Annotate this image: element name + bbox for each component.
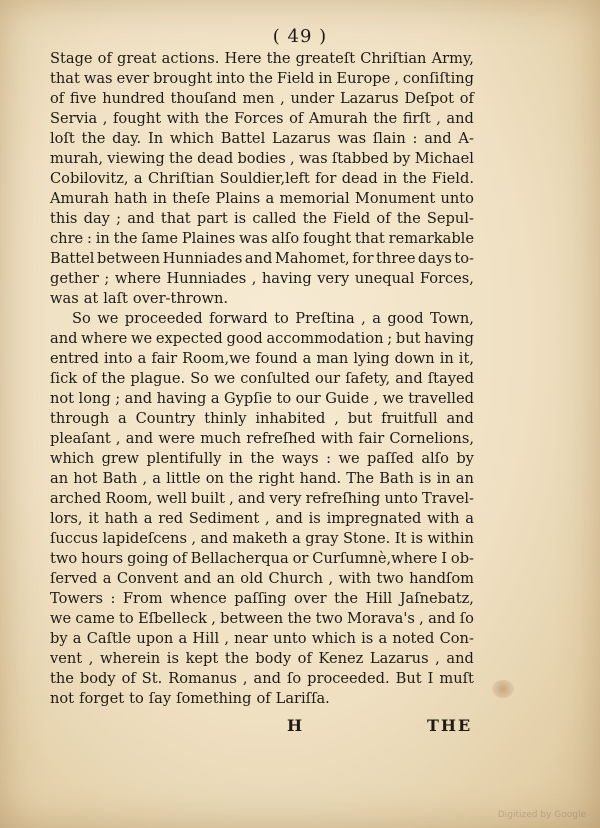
text-line: ſick of the plague. So we conſulted our ſafety, and ſtayed [50, 370, 474, 387]
text-line: loſt the day. In which Battel Lazarus was ſlain : and A- [50, 130, 474, 147]
text-line: not forget to ſay ſomething of Lariſſa. [50, 690, 330, 707]
text-line: and where we expected good accommodation ; but having [50, 330, 474, 347]
text-line: the body of St. Romanus , and ſo proceeded. But I muſt [50, 670, 474, 687]
text-line: ſuccus lapideſcens , and maketh a gray Stone. It is within [50, 530, 474, 547]
watermark: Digitized by Google [497, 810, 586, 820]
text-line: by a Caſtle upon a Hill , near unto which is a noted Con- [50, 630, 474, 647]
text-line: this day ; and that part is called the Field of the Sepul- [50, 210, 474, 227]
text-line: Servia , fought with the Forces of Amurah the firſt , and [50, 110, 474, 127]
text-line: an hot Bath , a little on the right hand. The Bath is in an [50, 470, 474, 487]
text-line: chre : in the ſame Plaines was alſo fought that remarkable [50, 230, 474, 247]
text-line: two hours going of Bellacherqua or Curſumnè,where I ob- [50, 550, 474, 567]
text-line: not long ; and having a Gypſie to our Guide , we travelled [50, 390, 474, 407]
text-line: Stage of great actions. Here the greateſt Chriſtian Army, [50, 50, 474, 67]
text-line: gether ; where Hunniades , having very unequal Forces, [50, 270, 474, 287]
text-line: which grew plentifully in the ways : we paſſed alſo by [50, 450, 474, 467]
text-line: was at laſt over-thrown. [50, 290, 229, 307]
text-line: vent , wherein is kept the body of Kenez Lazarus , and [50, 650, 474, 667]
text-line: Towers : From whence paſſing over the Hill Jaſnebatz, [50, 590, 474, 607]
catchword: THE [427, 716, 473, 735]
text-line: murah, viewing the dead bodies , was ſtabbed by Michael [50, 150, 474, 167]
text-line: So we proceeded forward to Preſtina , a good Town, [72, 310, 474, 327]
text-line: lors, it hath a red Sediment , and is impregnated with a [50, 510, 474, 527]
ink-stain [492, 680, 514, 698]
text-line: Cobilovitz, a Chriſtian Souldier,left for dead in the Field. [50, 170, 474, 187]
page-number: ( 49 ) [272, 26, 328, 47]
text-line: Battel between Hunniades and Mahomet, for three days to- [50, 250, 474, 267]
text-line: entred into a fair Room,we found a man lying down in it, [50, 350, 474, 367]
text-line: that was ever brought into the Field in Europe , conſiſting [50, 70, 474, 87]
signature-mark: H [287, 716, 305, 735]
text-line: arched Room, well built , and very refreſhing unto Travel- [50, 490, 474, 507]
body-text [50, 49, 474, 709]
text-line: we came to Eſbelleck , between the two Morava's , and ſo [50, 610, 474, 627]
text-line: of five hundred thouſand men , under Lazarus Deſpot of [50, 90, 474, 107]
text-line: Amurah hath in theſe Plains a memorial Monument unto [50, 190, 474, 207]
text-line: ſerved a Convent and an old Church , with two handſom [50, 570, 474, 587]
text-line: through a Country thinly inhabited , but fruitfull and [50, 410, 474, 427]
text-line: pleaſant , and were much refreſhed with fair Cornelions, [50, 430, 474, 447]
